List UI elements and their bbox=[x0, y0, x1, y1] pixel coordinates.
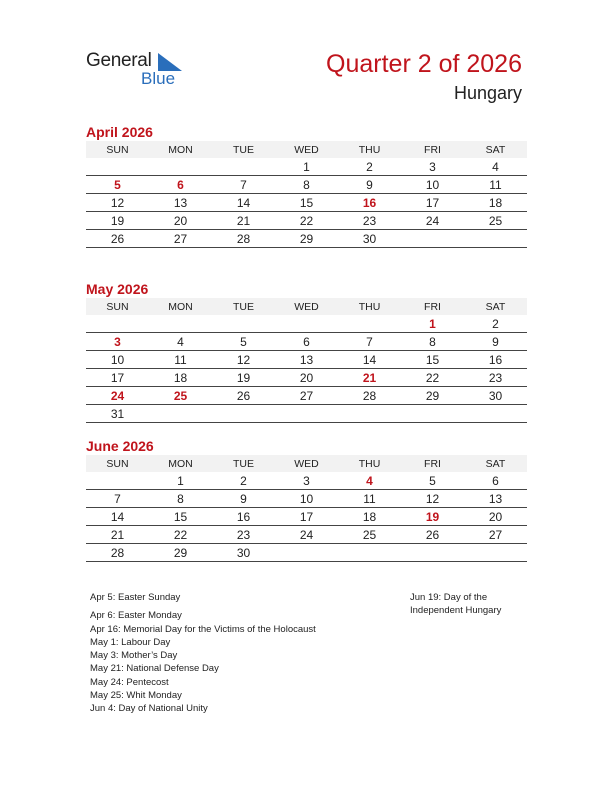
weekday-header: MON bbox=[149, 455, 212, 472]
week-row bbox=[86, 508, 527, 526]
day-cell: 21 bbox=[86, 526, 149, 544]
day-cell: 27 bbox=[275, 387, 338, 405]
empty-day-cell bbox=[401, 544, 464, 562]
day-cell: 12 bbox=[401, 490, 464, 508]
day-cell: 7 bbox=[338, 333, 401, 351]
empty-day-cell bbox=[338, 315, 401, 333]
day-cell: 13 bbox=[149, 194, 212, 212]
day-cell: 12 bbox=[86, 194, 149, 212]
day-cell: 27 bbox=[149, 230, 212, 248]
weekday-header: SUN bbox=[86, 298, 149, 315]
day-cell: 20 bbox=[149, 212, 212, 230]
month-title: June 2026 bbox=[86, 438, 154, 454]
day-cell: 6 bbox=[464, 472, 527, 490]
day-cell: 16 bbox=[338, 194, 401, 212]
day-cell: 15 bbox=[149, 508, 212, 526]
holiday-note: May 3: Mother’s Day bbox=[90, 650, 178, 662]
day-cell: 13 bbox=[464, 490, 527, 508]
week-row bbox=[86, 526, 527, 544]
day-cell: 19 bbox=[212, 369, 275, 387]
day-cell: 3 bbox=[86, 333, 149, 351]
day-cell: 5 bbox=[212, 333, 275, 351]
day-cell: 7 bbox=[86, 490, 149, 508]
day-cell: 1 bbox=[275, 158, 338, 176]
week-row bbox=[86, 369, 527, 387]
day-cell: 4 bbox=[464, 158, 527, 176]
day-cell: 18 bbox=[464, 194, 527, 212]
day-cell: 16 bbox=[464, 351, 527, 369]
empty-day-cell bbox=[212, 315, 275, 333]
empty-day-cell bbox=[212, 405, 275, 423]
weekday-header-row bbox=[86, 298, 527, 315]
holiday-notes bbox=[90, 591, 316, 716]
day-cell: 4 bbox=[149, 333, 212, 351]
empty-day-cell bbox=[464, 230, 527, 248]
day-cell: 21 bbox=[338, 369, 401, 387]
day-cell: 23 bbox=[464, 369, 527, 387]
day-cell: 8 bbox=[275, 176, 338, 194]
empty-day-cell bbox=[401, 405, 464, 423]
calendar-grid bbox=[86, 298, 527, 423]
weekday-header: MON bbox=[149, 298, 212, 315]
weekday-header: SAT bbox=[464, 455, 527, 472]
holiday-note: Apr 6: Easter Monday bbox=[90, 610, 182, 622]
day-cell: 17 bbox=[401, 194, 464, 212]
day-cell: 20 bbox=[275, 369, 338, 387]
day-cell: 14 bbox=[86, 508, 149, 526]
empty-day-cell bbox=[86, 315, 149, 333]
week-row bbox=[86, 194, 527, 212]
day-cell: 9 bbox=[338, 176, 401, 194]
day-cell: 24 bbox=[86, 387, 149, 405]
day-cell: 9 bbox=[464, 333, 527, 351]
weekday-header: FRI bbox=[401, 455, 464, 472]
day-cell: 31 bbox=[86, 405, 149, 423]
day-cell: 8 bbox=[401, 333, 464, 351]
day-cell: 11 bbox=[464, 176, 527, 194]
weekday-header: TUE bbox=[212, 141, 275, 158]
weekday-header: SAT bbox=[464, 298, 527, 315]
weekday-header: SUN bbox=[86, 141, 149, 158]
calendar-grid bbox=[86, 455, 527, 562]
empty-day-cell bbox=[401, 230, 464, 248]
day-cell: 24 bbox=[401, 212, 464, 230]
day-cell: 18 bbox=[338, 508, 401, 526]
day-cell: 10 bbox=[86, 351, 149, 369]
day-cell: 30 bbox=[338, 230, 401, 248]
day-cell: 26 bbox=[401, 526, 464, 544]
day-cell: 28 bbox=[212, 230, 275, 248]
weekday-header: FRI bbox=[401, 141, 464, 158]
empty-day-cell bbox=[149, 315, 212, 333]
day-cell: 30 bbox=[464, 387, 527, 405]
generalblue-logo bbox=[86, 50, 196, 90]
holiday-note: Apr 5: Easter Sunday bbox=[90, 592, 181, 603]
day-cell: 26 bbox=[212, 387, 275, 405]
page-title: Quarter 2 of 2026 bbox=[326, 50, 522, 78]
day-cell: 25 bbox=[149, 387, 212, 405]
day-cell: 29 bbox=[401, 387, 464, 405]
month-title: May 2026 bbox=[86, 281, 149, 297]
day-cell: 29 bbox=[275, 230, 338, 248]
week-row bbox=[86, 544, 527, 562]
weekday-header: SUN bbox=[86, 455, 149, 472]
empty-day-cell bbox=[338, 405, 401, 423]
day-cell: 19 bbox=[86, 212, 149, 230]
weekday-header: FRI bbox=[401, 298, 464, 315]
weekday-header: THU bbox=[338, 141, 401, 158]
day-cell: 23 bbox=[212, 526, 275, 544]
day-cell: 6 bbox=[275, 333, 338, 351]
empty-day-cell bbox=[338, 544, 401, 562]
day-cell: 16 bbox=[212, 508, 275, 526]
week-row bbox=[86, 315, 527, 333]
day-cell: 8 bbox=[149, 490, 212, 508]
day-cell: 22 bbox=[149, 526, 212, 544]
empty-day-cell bbox=[149, 405, 212, 423]
day-cell: 1 bbox=[401, 315, 464, 333]
empty-day-cell bbox=[86, 158, 149, 176]
day-cell: 14 bbox=[338, 351, 401, 369]
country-name: Hungary bbox=[453, 83, 522, 103]
holiday-notes-right bbox=[410, 591, 550, 618]
day-cell: 27 bbox=[464, 526, 527, 544]
weekday-header: TUE bbox=[212, 455, 275, 472]
day-cell: 25 bbox=[464, 212, 527, 230]
holiday-note: May 25: Whit Monday bbox=[90, 690, 182, 702]
day-cell: 17 bbox=[275, 508, 338, 526]
day-cell: 7 bbox=[212, 176, 275, 194]
day-cell: 6 bbox=[149, 176, 212, 194]
day-cell: 28 bbox=[338, 387, 401, 405]
logo-text-general: General bbox=[86, 50, 152, 71]
day-cell: 17 bbox=[86, 369, 149, 387]
day-cell: 19 bbox=[401, 508, 464, 526]
weekday-header: THU bbox=[338, 455, 401, 472]
weekday-header: WED bbox=[275, 455, 338, 472]
day-cell: 14 bbox=[212, 194, 275, 212]
calendar-grid bbox=[86, 141, 527, 248]
week-row bbox=[86, 230, 527, 248]
month-title: April 2026 bbox=[86, 124, 153, 140]
empty-day-cell bbox=[464, 544, 527, 562]
holiday-note: May 1: Labour Day bbox=[90, 636, 171, 648]
day-cell: 3 bbox=[275, 472, 338, 490]
day-cell: 29 bbox=[149, 544, 212, 562]
week-row bbox=[86, 351, 527, 369]
empty-day-cell bbox=[275, 405, 338, 423]
weekday-header: TUE bbox=[212, 298, 275, 315]
day-cell: 9 bbox=[212, 490, 275, 508]
weekday-header-row bbox=[86, 455, 527, 472]
day-cell: 24 bbox=[275, 526, 338, 544]
month-april bbox=[86, 123, 527, 248]
month-june bbox=[86, 437, 527, 562]
empty-day-cell bbox=[212, 158, 275, 176]
day-cell: 15 bbox=[401, 351, 464, 369]
weekday-header: THU bbox=[338, 298, 401, 315]
week-row bbox=[86, 472, 527, 490]
week-row bbox=[86, 176, 527, 194]
day-cell: 23 bbox=[338, 212, 401, 230]
day-cell: 18 bbox=[149, 369, 212, 387]
week-row bbox=[86, 158, 527, 176]
weekday-header-row bbox=[86, 141, 527, 158]
day-cell: 5 bbox=[86, 176, 149, 194]
empty-day-cell bbox=[86, 472, 149, 490]
week-row bbox=[86, 212, 527, 230]
day-cell: 2 bbox=[464, 315, 527, 333]
empty-day-cell bbox=[464, 405, 527, 423]
empty-day-cell bbox=[275, 315, 338, 333]
day-cell: 10 bbox=[401, 176, 464, 194]
logo-text-blue: Blue bbox=[141, 69, 176, 88]
day-cell: 5 bbox=[401, 472, 464, 490]
weekday-header: SAT bbox=[464, 141, 527, 158]
empty-day-cell bbox=[275, 544, 338, 562]
day-cell: 30 bbox=[212, 544, 275, 562]
holiday-note: Independent Hungary bbox=[410, 605, 502, 617]
day-cell: 3 bbox=[401, 158, 464, 176]
week-row bbox=[86, 387, 527, 405]
week-row bbox=[86, 405, 527, 423]
day-cell: 10 bbox=[275, 490, 338, 508]
holiday-note: May 24: Pentecost bbox=[90, 676, 169, 688]
empty-day-cell bbox=[149, 158, 212, 176]
day-cell: 1 bbox=[149, 472, 212, 490]
day-cell: 28 bbox=[86, 544, 149, 562]
weekday-header: MON bbox=[149, 141, 212, 158]
day-cell: 25 bbox=[338, 526, 401, 544]
day-cell: 22 bbox=[275, 212, 338, 230]
day-cell: 2 bbox=[212, 472, 275, 490]
holiday-note: Apr 16: Memorial Day for the Victims of the Holocaust bbox=[90, 623, 316, 635]
month-may bbox=[86, 280, 527, 423]
day-cell: 21 bbox=[212, 212, 275, 230]
week-row bbox=[86, 490, 527, 508]
holiday-note: May 21: National Defense Day bbox=[90, 663, 219, 675]
week-row bbox=[86, 333, 527, 351]
day-cell: 11 bbox=[338, 490, 401, 508]
day-cell: 11 bbox=[149, 351, 212, 369]
day-cell: 20 bbox=[464, 508, 527, 526]
day-cell: 13 bbox=[275, 351, 338, 369]
weekday-header: WED bbox=[275, 141, 338, 158]
day-cell: 12 bbox=[212, 351, 275, 369]
day-cell: 4 bbox=[338, 472, 401, 490]
day-cell: 26 bbox=[86, 230, 149, 248]
holiday-note: Jun 4: Day of National Unity bbox=[90, 703, 208, 715]
day-cell: 2 bbox=[338, 158, 401, 176]
day-cell: 22 bbox=[401, 369, 464, 387]
weekday-header: WED bbox=[275, 298, 338, 315]
holiday-note: Jun 19: Day of the bbox=[410, 592, 488, 603]
day-cell: 15 bbox=[275, 194, 338, 212]
